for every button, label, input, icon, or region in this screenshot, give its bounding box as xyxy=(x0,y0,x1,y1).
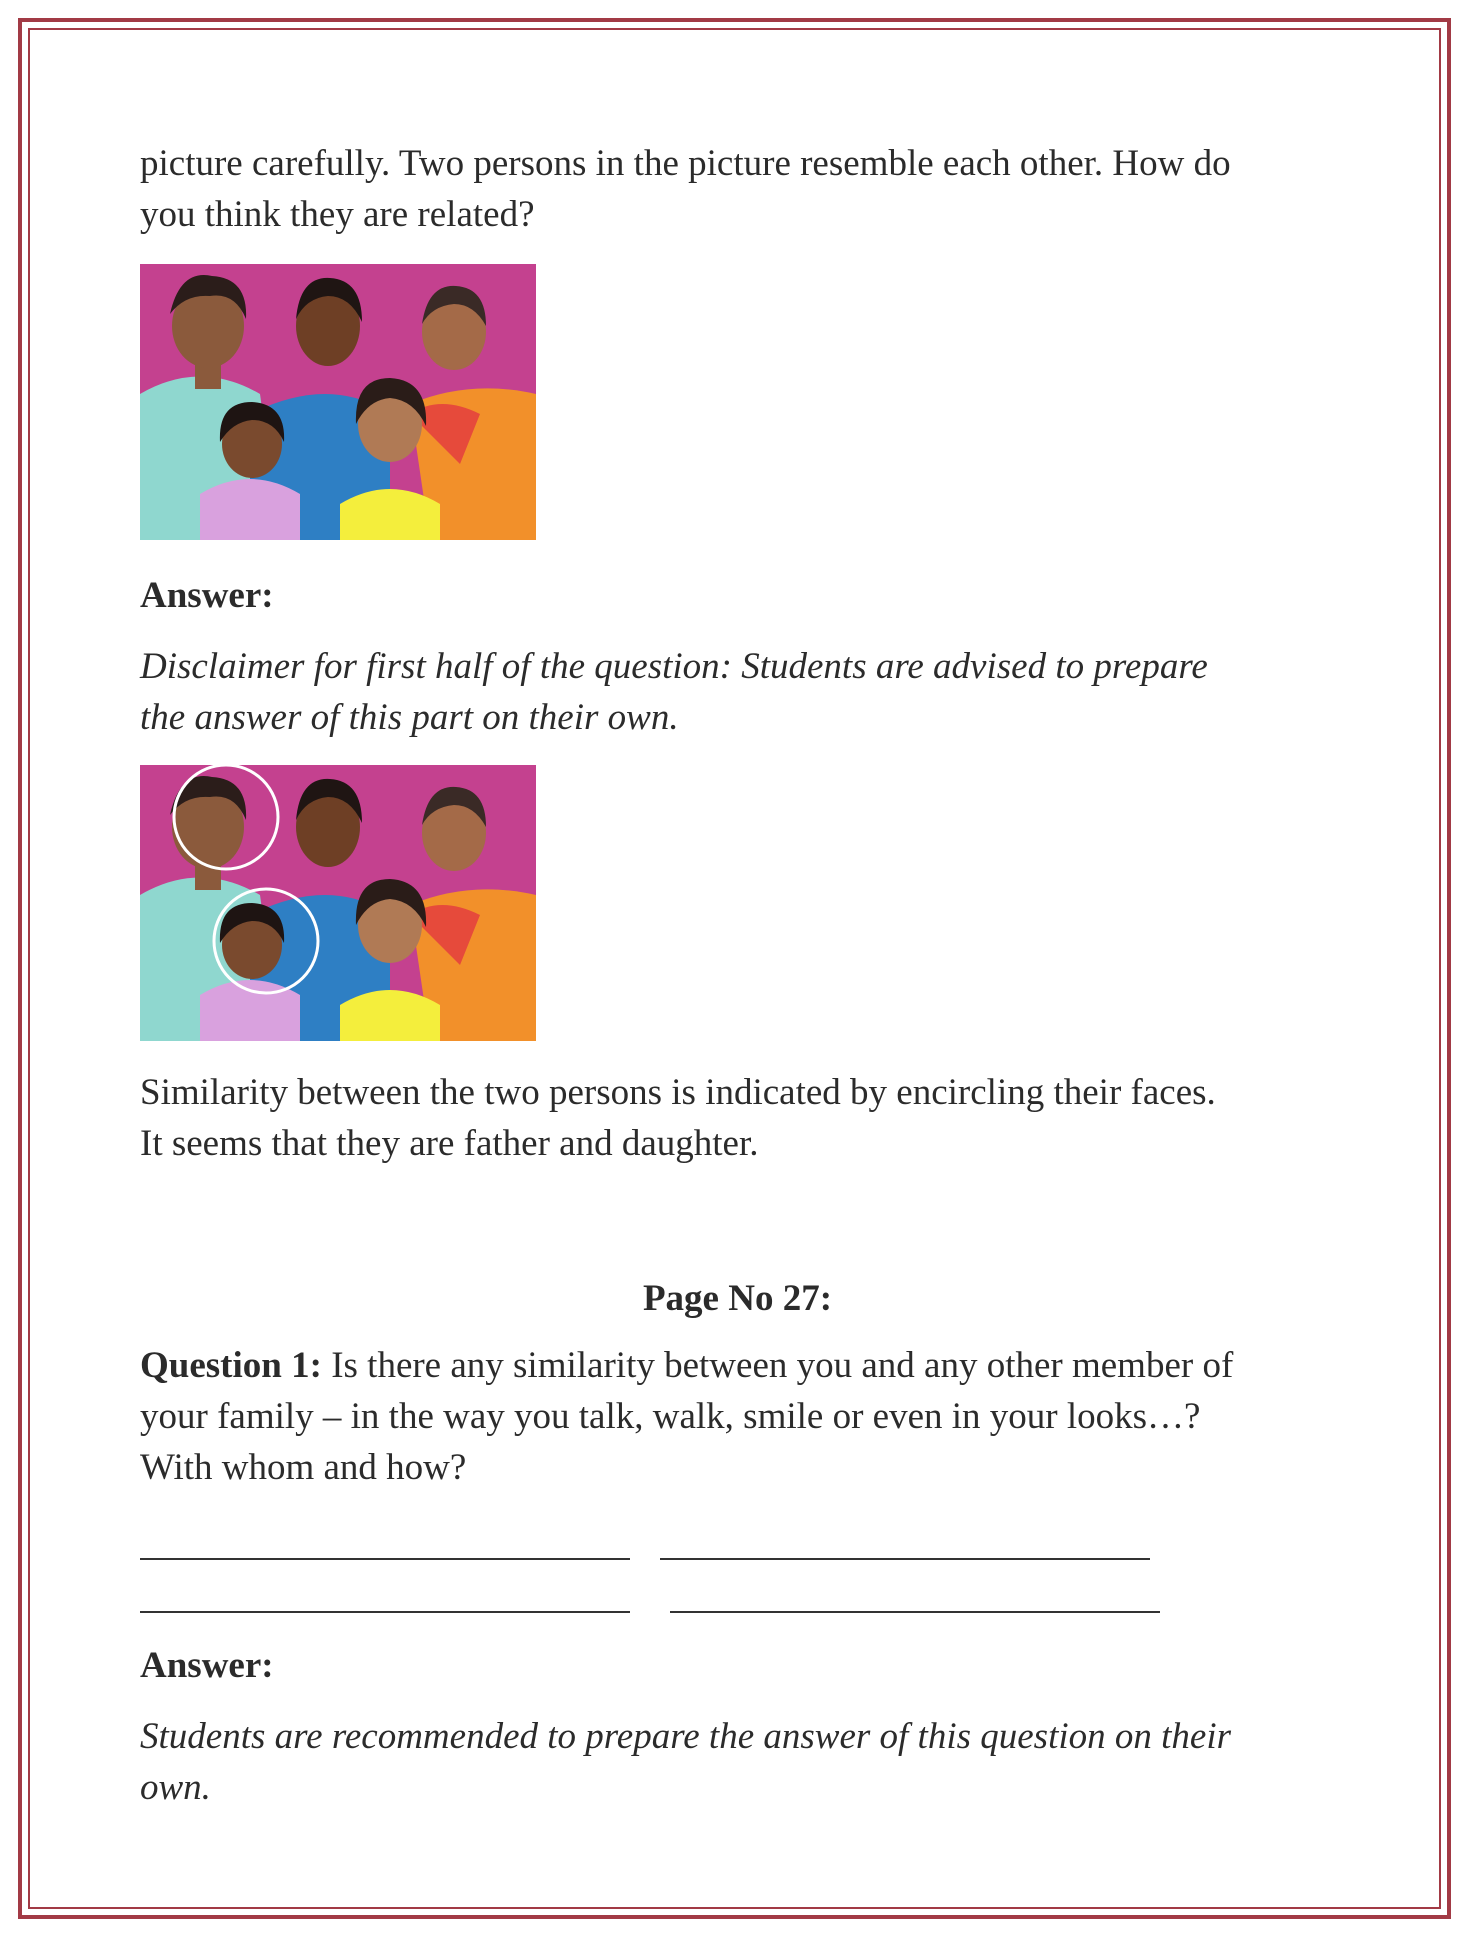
blank-answer-lines xyxy=(140,1493,1340,1638)
similarity-line-2: It seems that they are father and daughter. xyxy=(140,1123,759,1164)
page-content xyxy=(140,138,1340,1813)
girl2-dress xyxy=(340,489,440,540)
similarity-line-1: Similarity between the two persons is indicated by encircling their faces. xyxy=(140,1072,1216,1113)
answer-heading: Answer: xyxy=(140,575,274,616)
family-illustration xyxy=(140,264,536,540)
answer-2-line-2: own. xyxy=(140,1767,211,1808)
family-illustration-encircled xyxy=(140,765,536,1041)
blank-line xyxy=(660,1558,1150,1560)
blank-line xyxy=(670,1611,1160,1613)
question-1-line-2: your family – in the way you talk, walk, smile or even in your looks…? xyxy=(140,1396,1201,1437)
answer-2-line-1: Students are recommended to prepare the answer of this question on their xyxy=(140,1716,1232,1757)
disclaimer-line-2: the answer of this part on their own. xyxy=(140,697,679,738)
intro-line-1: picture carefully. Two persons in the picture resemble each other. How do xyxy=(140,143,1231,184)
blank-line xyxy=(140,1611,630,1613)
answer-heading-2: Answer: xyxy=(140,1645,274,1686)
disclaimer-line-1: Disclaimer for first half of the question: Students are advised to prepare xyxy=(140,646,1208,687)
question-1-line-3: With whom and how? xyxy=(140,1447,467,1488)
question-1-label: Question 1: xyxy=(140,1345,322,1386)
question-1-line-1 xyxy=(140,1340,1340,1391)
intro-line-2: you think they are related? xyxy=(140,194,535,235)
girl-dress xyxy=(200,479,300,540)
question-1-text: Is there any similarity between you and any other member of xyxy=(321,1345,1234,1386)
blank-line xyxy=(140,1558,630,1560)
page-number-heading: Page No 27: xyxy=(642,1278,833,1319)
